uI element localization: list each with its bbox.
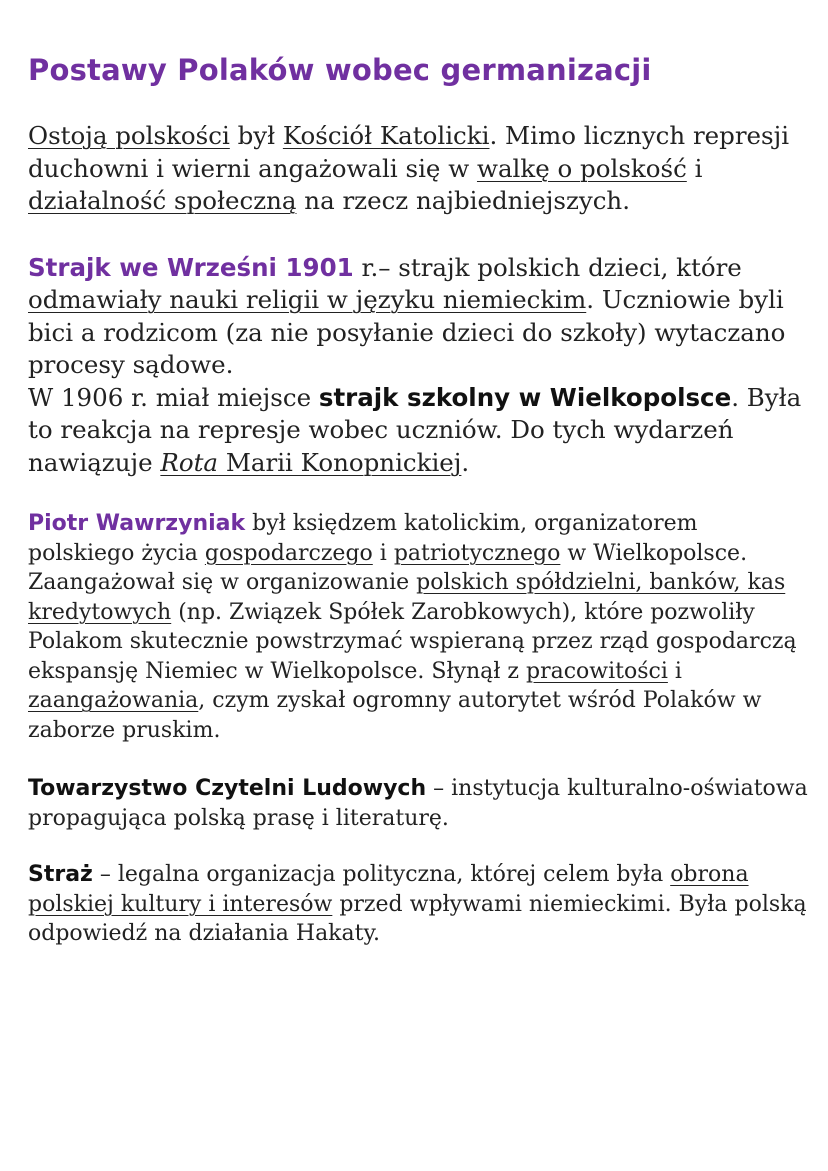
- bold-term: strajk szkolny w Wielkopolsce: [318, 382, 732, 412]
- text-run: r.– strajk polskich dzieci, które: [353, 252, 742, 282]
- text-run: na rzecz najbiedniejszych.: [296, 186, 631, 215]
- text-run: przed wpływami niemieckimi. Była polską odpowiedź na działania Hakaty.: [28, 891, 807, 946]
- highlight-term: Piotr Wawrzyniak: [28, 511, 246, 536]
- underlined-phrase: działalność społeczną: [28, 186, 297, 215]
- text-run: – legalna organizacja polityczna, której celem była: [92, 862, 671, 887]
- page-title: Postawy Polaków wobec germanizacji: [28, 53, 652, 87]
- text-run: i: [372, 540, 394, 566]
- underlined-phrase: odmawiały nauki religii w języku niemieckim: [28, 285, 587, 314]
- text-run: i: [686, 153, 703, 183]
- highlight-term: Strajk we Wrześni 1901: [28, 252, 354, 282]
- paragraph-wawrzyniak: [28, 509, 808, 745]
- underlined-phrase: [160, 448, 461, 477]
- paragraph-wrzesnia-strike: [28, 252, 808, 480]
- bold-term: Towarzystwo Czytelni Ludowych: [28, 776, 427, 801]
- text-run: W 1906 r. miał miejsce: [28, 382, 319, 412]
- bold-term: Straż: [28, 862, 93, 887]
- underlined-phrase: gospodarczego: [204, 540, 373, 566]
- underlined-phrase: patriotycznego: [393, 540, 561, 566]
- text-run: – instytucja kulturalno-oświatowa propagująca polską prasę i literaturę.: [28, 776, 808, 831]
- paragraph-straz: [28, 860, 808, 949]
- document-page: [28, 52, 808, 949]
- text-run: był księdzem katolickim, organizatorem polskiego życia: [28, 511, 698, 566]
- italic-title: Rota: [160, 447, 219, 477]
- underlined-phrase: obrona polskiej kultury i interesów: [28, 862, 749, 917]
- text-run: .: [461, 447, 470, 477]
- underlined-phrase: zaangażowania: [28, 688, 199, 713]
- text-run: (np. Związek Spółek Zarobkowych), które pozwoliły Polakom skutecznie powstrzymać wspieraną przez rząd gospodarczą ekspansję Niemiec w Wielkopolsce. Słynął z: [28, 599, 797, 684]
- underlined-phrase: Ostoją polskości: [28, 121, 230, 150]
- underlined-phrase: pracowitości: [526, 658, 668, 684]
- text-run: był: [229, 121, 283, 150]
- paragraph-church: [28, 120, 808, 218]
- underlined-phrase: walkę o polskość: [476, 153, 687, 183]
- text-run: Marii Konopnickiej: [218, 447, 462, 477]
- underlined-phrase: polskich spółdzielni, banków, kas kredytowych: [28, 570, 786, 625]
- text-run: . Była to reakcja na represje wobec uczniów. Do tych wydarzeń nawiązuje: [28, 382, 802, 477]
- text-run: . Uczniowie byli bici a rodzicom (za nie posyłanie dzieci do szkoły) wytaczano procesy sądowe.: [28, 285, 786, 379]
- text-run: . Mimo licznych represji duchowni i wierni angażowali się w: [28, 121, 790, 183]
- paragraph-czytelnie: [28, 774, 808, 833]
- text-run: i: [667, 658, 682, 684]
- text-run: , czym zyskał ogromny autorytet wśród Polaków w zaborze pruskim.: [28, 688, 762, 743]
- text-run: w Wielkopolsce. Zaangażował się w organizowanie: [28, 540, 748, 595]
- underlined-phrase: Kościół Katolicki: [282, 121, 490, 150]
